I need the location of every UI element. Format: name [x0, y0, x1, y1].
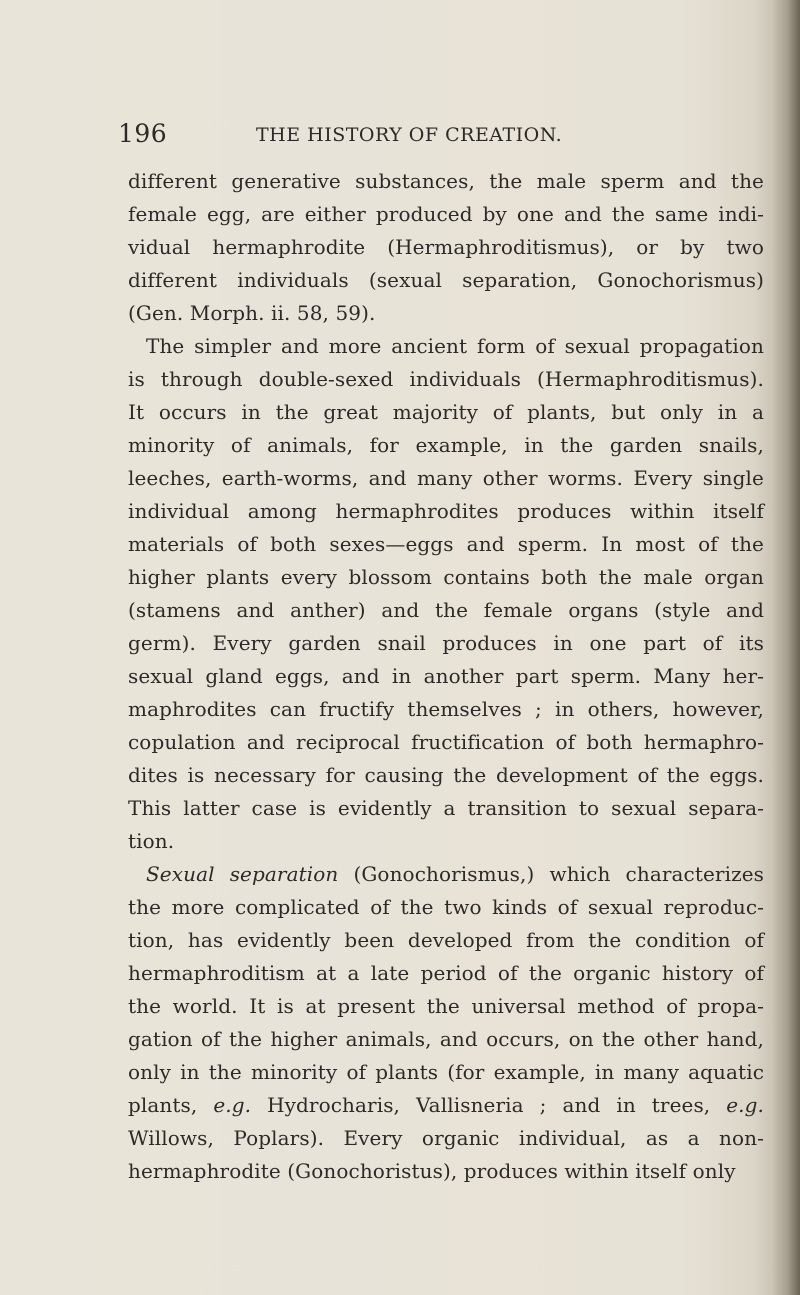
text-line: materials of both sexes—eggs and sperm. In most of the [128, 532, 764, 556]
page-number: 196 [118, 119, 168, 148]
text-line: (Gen. Morph. ii. 58, 59). [128, 301, 376, 325]
text-line: dites is necessary for causing the development of the eggs. [128, 763, 764, 787]
text-run: (Gonochorismus,) which characterizes [338, 862, 765, 886]
text-line: vidual hermaphrodite (Hermaphroditismus), or by two [128, 235, 764, 259]
text-line: is through double-sexed individuals (Hermaphroditismus). [128, 367, 764, 391]
text-line: (stamens and anther) and the female organs (style and [128, 598, 764, 622]
text-line: minority of animals, for example, in the garden snails, [128, 433, 764, 457]
text-line: only in the minority of plants (for example, in many aquatic [128, 1060, 764, 1084]
text-line [128, 1089, 764, 1122]
text-line: different generative substances, the male sperm and the [128, 169, 764, 193]
body-text [128, 165, 764, 1188]
text-line: different individuals (sexual separation, Gonochorismus) [128, 268, 764, 292]
text-line: The simpler and more ancient form of sexual propagation [146, 334, 764, 358]
text-line: sexual gland eggs, and in another part sperm. Many her- [128, 664, 764, 688]
text-line: hermaphrodite (Gonochoristus), produces within itself only [128, 1159, 736, 1183]
text-line: female egg, are either produced by one and the same indi- [128, 202, 764, 226]
text-line: the more complicated of the two kinds of sexual reproduc- [128, 895, 764, 919]
page-header [118, 119, 748, 153]
text-run: Hydrocharis, Vallisneria ; and in trees, [251, 1093, 727, 1117]
text-line [128, 858, 764, 891]
text-line: It occurs in the great majority of plants, but only in a [128, 400, 764, 424]
text-line: This latter case is evidently a transition to sexual separa- [128, 796, 764, 820]
page-edge-shadow [772, 0, 800, 1295]
text-line: tion. [128, 829, 175, 853]
text-line: copulation and reciprocal fructification of both hermaphro- [128, 730, 764, 754]
text-line: individual among hermaphrodites produces within itself [128, 499, 764, 523]
text-line: tion, has evidently been developed from the condition of [128, 928, 764, 952]
text-line: higher plants every blossom contains both the male organ [128, 565, 764, 589]
text-line: Willows, Poplars). Every organic individual, as a non- [128, 1126, 764, 1150]
text-run: plants, [128, 1093, 214, 1117]
text-line: hermaphroditism at a late period of the organic history of [128, 961, 764, 985]
text-line: germ). Every garden snail produces in one part of its [128, 631, 764, 655]
italic-term: e.g. [213, 1093, 252, 1117]
text-line: maphrodites can fructify themselves ; in others, however, [128, 697, 764, 721]
text-line: the world. It is at present the universal method of propa- [128, 994, 764, 1018]
italic-term: Sexual separation [146, 862, 339, 886]
italic-term: e.g. [726, 1093, 764, 1117]
running-head: THE HISTORY OF CREATION. [256, 124, 563, 146]
text-line: leeches, earth-worms, and many other worms. Every single [128, 466, 764, 490]
text-line: gation of the higher animals, and occurs, on the other hand, [128, 1027, 764, 1051]
